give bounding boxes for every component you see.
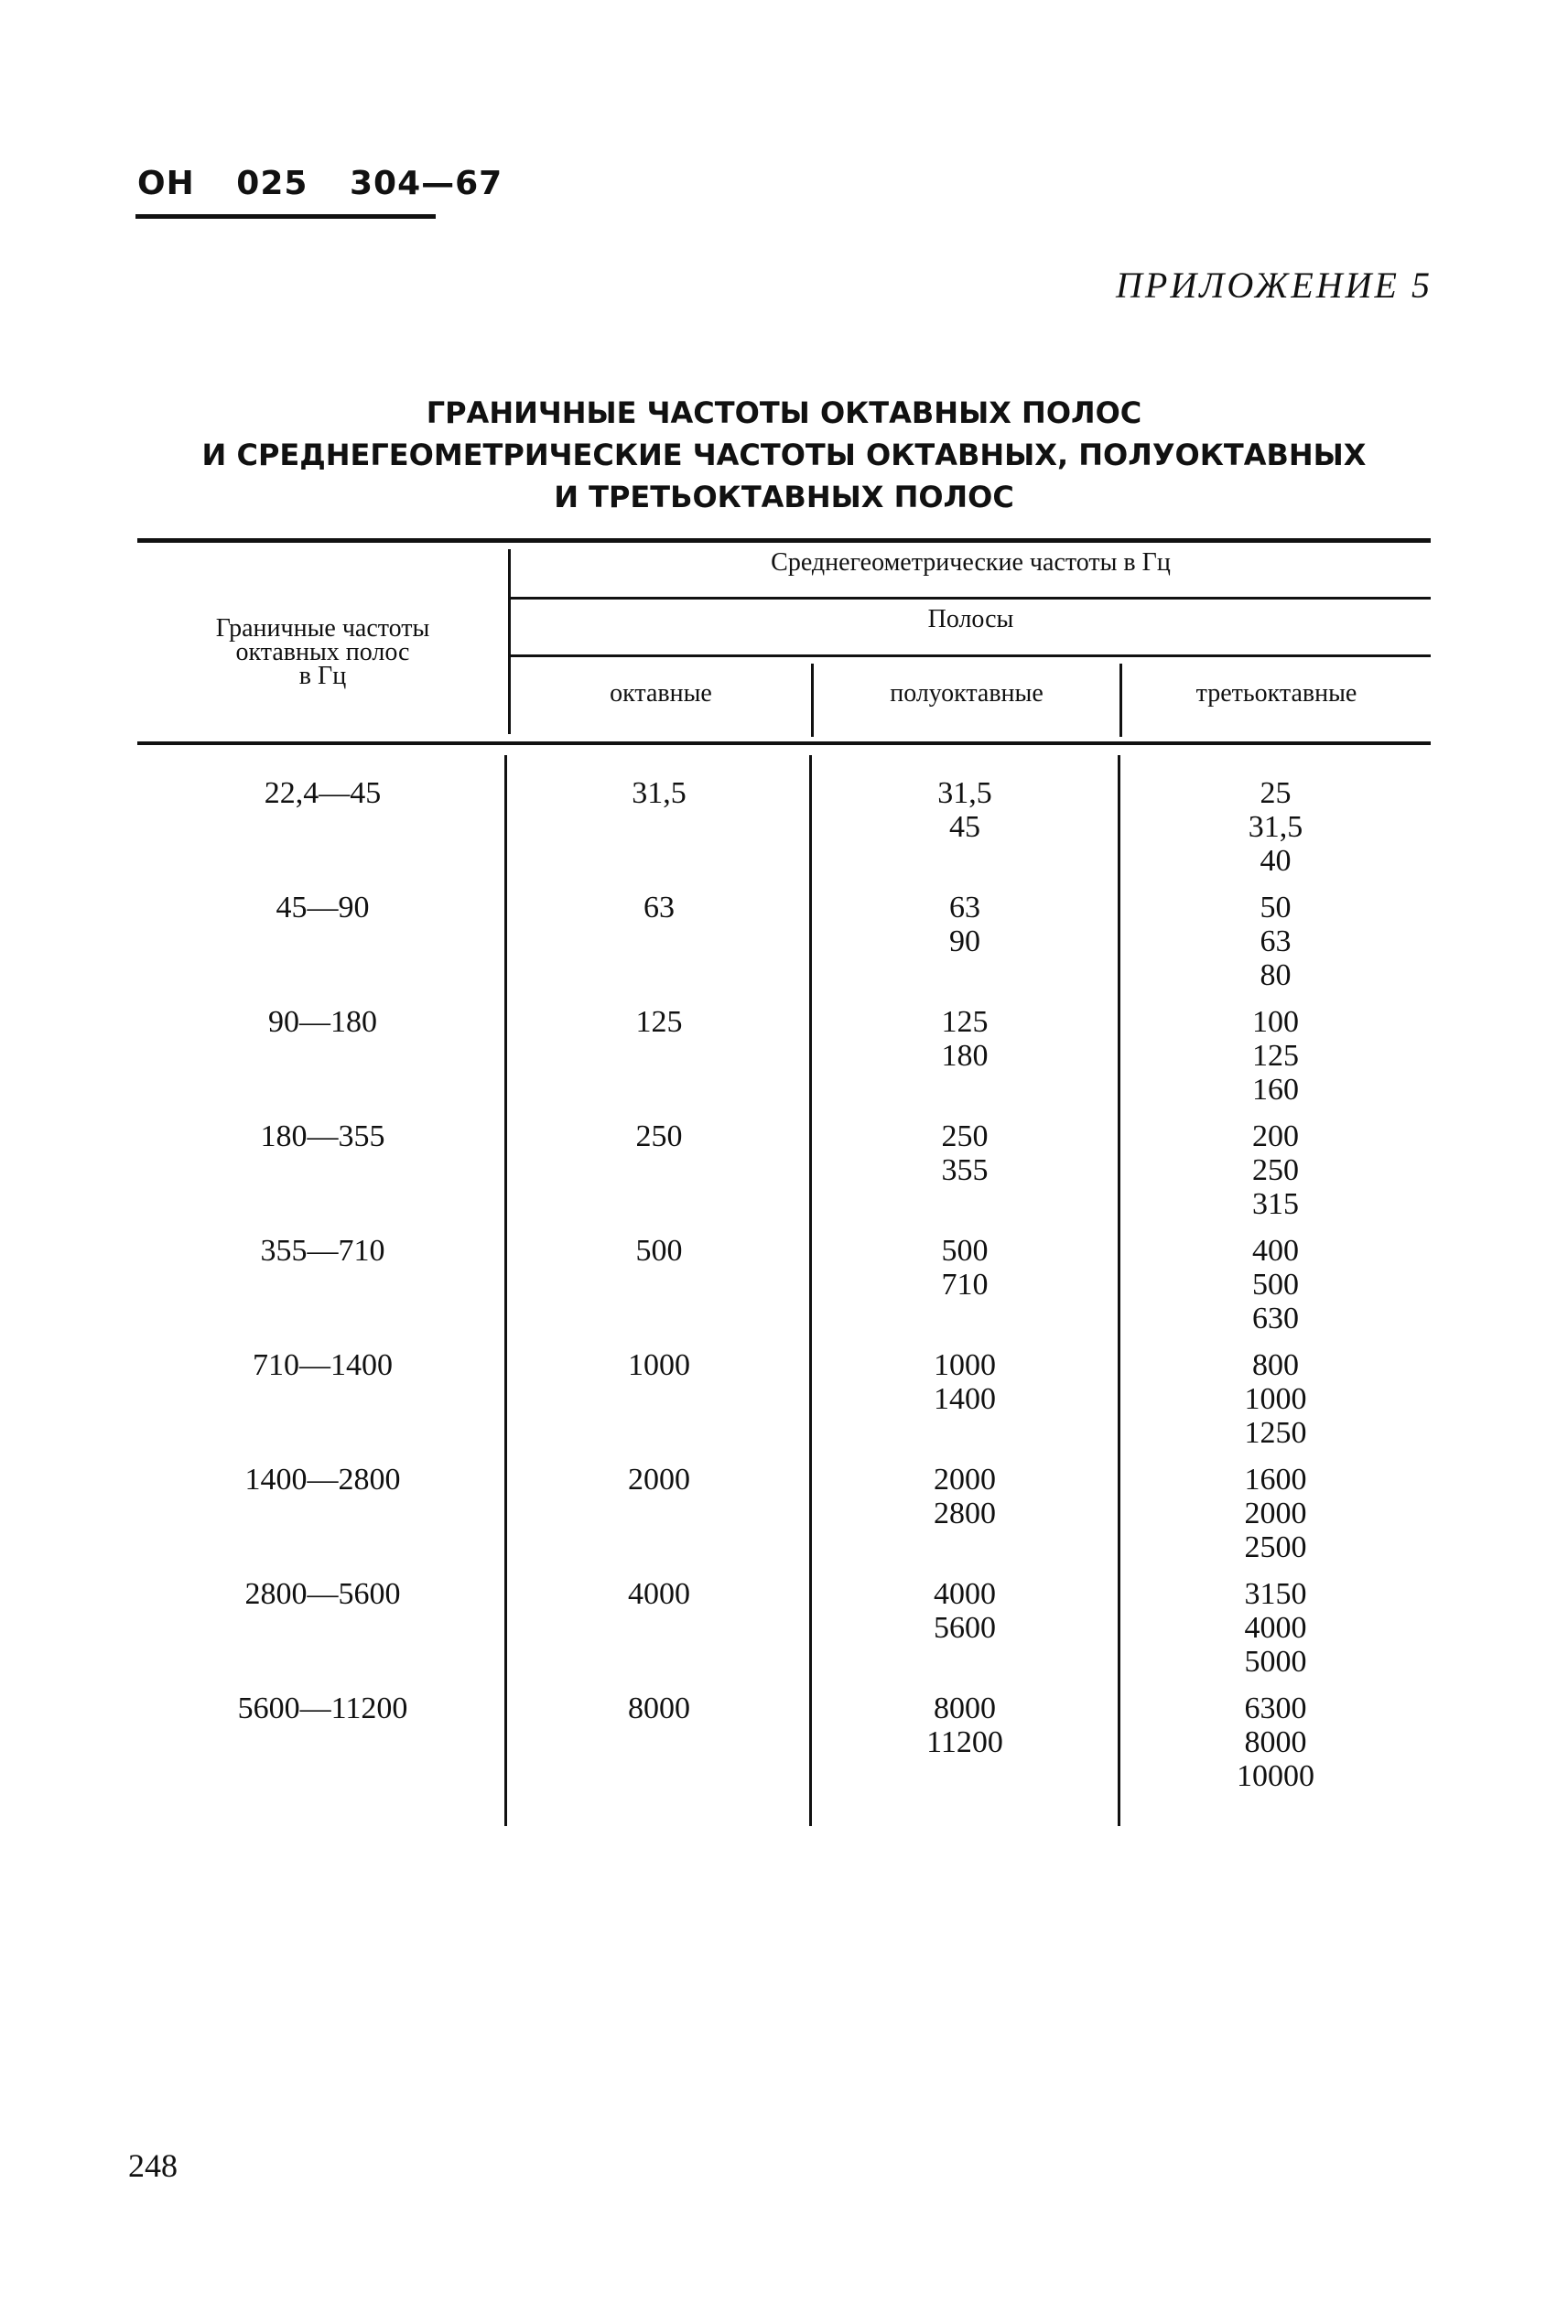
cell-value: 2000 [934,1463,996,1497]
cell-value: 250 [941,1119,989,1153]
cell-value: 400 [1252,1234,1299,1268]
cell-third-octave [1120,776,1431,878]
cell-half-octave [812,1119,1118,1187]
title-line: ГРАНИЧНЫЕ ЧАСТОТЫ ОКТАВНЫХ ПОЛОС [426,395,1142,430]
cell-octave [508,776,810,810]
cell-octave [508,1234,810,1268]
cell-boundary [137,1463,508,1497]
cell-value: 2500 [1244,1530,1307,1564]
cell-third-octave [1120,1119,1431,1221]
cell-value: 800 [1252,1348,1299,1382]
cell-value: 1400 [934,1382,996,1416]
subgroup-header-rule [510,654,1431,657]
title-line: И СРЕДНЕГЕОМЕТРИЧЕСКИЕ ЧАСТОТЫ ОКТАВНЫХ, ПОЛУОКТАВНЫХ [201,438,1367,472]
cell-boundary [137,776,508,810]
code-underline [135,214,436,219]
header-bottom-rule [137,741,1431,745]
cell-boundary [137,1005,508,1039]
cell-value: 90 [949,924,980,958]
cell-value: 100 [1252,1005,1299,1039]
cell-boundary [137,1119,508,1153]
cell-third-octave [1120,1005,1431,1107]
cell-half-octave [812,1463,1118,1530]
group-header-rule [510,597,1431,600]
table-top-rule [137,538,1431,543]
cell-value: 1000 [934,1348,996,1382]
cell-half-octave [812,891,1118,958]
cell-value: 90—180 [268,1005,377,1039]
cell-value: 4000 [628,1577,690,1611]
cell-value: 1250 [1244,1416,1307,1450]
header-line: в Гц [298,662,347,690]
cell-value: 31,5 [632,776,687,810]
cell-value: 200 [1252,1119,1299,1153]
cell-value: 5600—11200 [237,1692,408,1725]
code-part: 304—67 [349,165,503,202]
cell-value: 250 [635,1119,683,1153]
subgroup-header: Полосы [927,605,1014,633]
cell-value: 630 [1252,1302,1299,1335]
cell-octave [508,1005,810,1039]
cell-value: 10000 [1237,1759,1314,1793]
cell-value: 500 [941,1234,989,1268]
cell-value: 45—90 [276,891,370,924]
cell-value: 355—710 [260,1234,385,1268]
cell-value: 6300 [1244,1692,1307,1725]
cell-third-octave [1120,1692,1431,1793]
cell-value: 80 [1260,958,1292,992]
appendix-label: ПРИЛОЖЕНИЕ 5 [1116,265,1433,306]
cell-boundary [137,1692,508,1725]
cell-half-octave [812,1692,1118,1759]
cell-value: 40 [1260,844,1292,878]
cell-value: 2000 [628,1463,690,1497]
code-part: 025 [236,165,308,202]
cell-value: 500 [635,1234,683,1268]
cell-half-octave [812,1005,1118,1073]
page-number: 248 [128,2147,178,2184]
header-line: октавных полос [235,638,410,666]
cell-value: 2000 [1244,1497,1307,1530]
header-line: Граничные частоты [215,614,430,643]
cell-value: 1400—2800 [244,1463,401,1497]
cell-half-octave [812,776,1118,844]
cell-value: 1600 [1244,1463,1307,1497]
cell-value: 250 [1252,1153,1299,1187]
cell-value: 1000 [628,1348,690,1382]
cell-value: 3150 [1244,1577,1307,1611]
cell-boundary [137,891,508,924]
cell-value: 125 [1252,1039,1299,1073]
cell-value: 5600 [934,1611,996,1645]
cell-value: 2800 [934,1497,996,1530]
cell-value: 25 [1260,776,1292,810]
cell-value: 4000 [934,1577,996,1611]
cell-octave [508,1463,810,1497]
cell-value: 160 [1252,1073,1299,1107]
page-title [137,392,1431,518]
cell-value: 5000 [1244,1645,1307,1679]
cell-value: 8000 [628,1692,690,1725]
cell-half-octave [812,1348,1118,1416]
cell-value: 500 [1252,1268,1299,1302]
cell-third-octave [1120,891,1431,992]
cell-value: 63 [643,891,675,924]
col-header-third-octave: третьоктавные [1195,679,1357,708]
cell-value: 63 [949,891,980,924]
cell-value: 2800—5600 [244,1577,401,1611]
cell-octave [508,1119,810,1153]
cell-value: 11200 [926,1725,1003,1759]
cell-boundary [137,1234,508,1268]
cell-third-octave [1120,1348,1431,1450]
cell-value: 125 [941,1005,989,1039]
col-header-half-octave: полуоктавные [890,679,1044,708]
cell-value: 355 [941,1153,989,1187]
cell-value: 4000 [1244,1611,1307,1645]
cell-octave [508,1577,810,1611]
cell-half-octave [812,1234,1118,1302]
title-line: И ТРЕТЬОКТАВНЫХ ПОЛОС [554,480,1014,514]
cell-value: 31,5 [1248,810,1303,844]
cell-value: 710 [941,1268,989,1302]
col-header-boundaries [137,615,508,690]
cell-octave [508,1692,810,1725]
cell-value: 1000 [1244,1382,1307,1416]
cell-third-octave [1120,1463,1431,1564]
cell-third-octave [1120,1577,1431,1679]
group-header: Среднегеометрические частоты в Гц [771,548,1171,577]
cell-value: 50 [1260,891,1292,924]
cell-octave [508,1348,810,1382]
cell-value: 8000 [1244,1725,1307,1759]
cell-value: 180 [941,1039,989,1073]
cell-half-octave [812,1577,1118,1645]
code-part: ОН [137,165,195,202]
cell-value: 8000 [934,1692,996,1725]
col-header-octave: октавные [610,679,712,708]
document-code [137,165,532,202]
cell-octave [508,891,810,924]
cell-value: 710—1400 [253,1348,393,1382]
cell-boundary [137,1577,508,1611]
cell-third-octave [1120,1234,1431,1335]
cell-value: 180—355 [260,1119,385,1153]
cell-value: 125 [635,1005,683,1039]
cell-value: 31,5 [937,776,992,810]
cell-value: 22,4—45 [264,776,382,810]
cell-value: 315 [1252,1187,1299,1221]
cell-value: 63 [1260,924,1292,958]
cell-boundary [137,1348,508,1382]
cell-value: 45 [949,810,980,844]
